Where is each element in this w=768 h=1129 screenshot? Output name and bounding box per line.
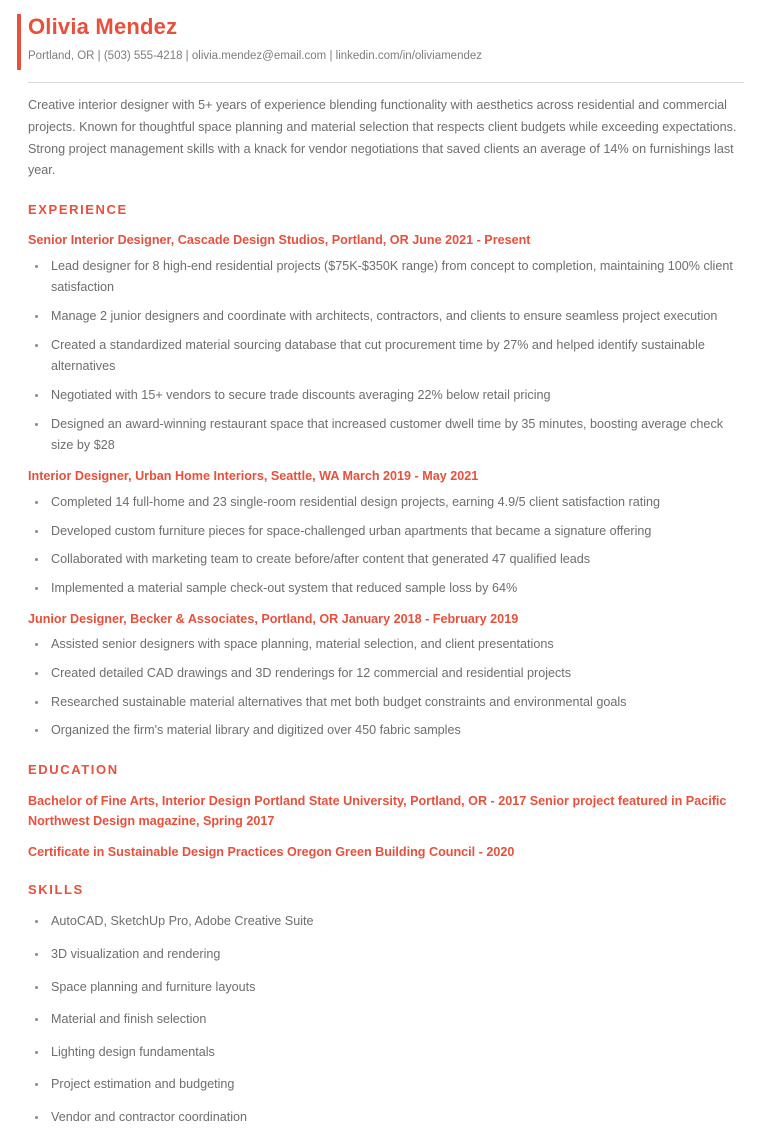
bullet-item: Created detailed CAD drawings and 3D renderings for 12 commercial and residential projects — [28, 663, 744, 685]
section-title-education: EDUCATION — [28, 762, 119, 778]
contact-info-line: Portland, OR | (503) 555-4218 | olivia.mendez@email.com | linkedin.com/in/oliviamendez — [28, 50, 483, 63]
experience-entry-heading: Interior Designer, Urban Home Interiors, Seattle, WA March 2019 - May 2021 — [28, 469, 479, 483]
bullet-item: Researched sustainable material alternatives that met both budget constraints and environmental goals — [28, 692, 744, 714]
header-divider — [28, 82, 744, 83]
section-experience — [28, 202, 744, 742]
section-title-experience: EXPERIENCE — [28, 201, 128, 217]
skill-item: Lighting design fundamentals — [28, 1042, 744, 1064]
skill-item: Material and finish selection — [28, 1009, 744, 1031]
resume-header — [28, 0, 744, 72]
skill-item: Project estimation and budgeting — [28, 1074, 744, 1096]
skills-list — [28, 911, 744, 1129]
experience-bullet-list — [28, 256, 744, 457]
bullet-item: Completed 14 full-home and 23 single-room residential design projects, earning 4.9/5 client satisfaction rating — [28, 492, 744, 514]
education-entry: Certificate in Sustainable Design Practices Oregon Green Building Council - 2020 — [28, 844, 515, 859]
skill-item: Space planning and furniture layouts — [28, 977, 744, 999]
bullet-item: Collaborated with marketing team to create before/after content that generated 47 qualified leads — [28, 549, 744, 571]
candidate-name: Olivia Mendez — [28, 14, 178, 39]
bullet-item: Designed an award-winning restaurant space that increased customer dwell time by 35 minutes, boosting average check size by $28 — [28, 414, 744, 457]
bullet-item: Created a standardized material sourcing database that cut procurement time by 27% and helped identify sustainable alternatives — [28, 335, 744, 378]
section-skills — [28, 882, 744, 1129]
skill-item: Vendor and contractor coordination — [28, 1107, 744, 1129]
education-entry: Bachelor of Fine Arts, Interior Design Portland State University, Portland, OR - 2017 Senior project featured in Pacific Northwest Design magazine, Spring 2017 — [28, 794, 727, 829]
experience-entry-heading: Senior Interior Designer, Cascade Design Studios, Portland, OR June 2021 - Present — [28, 232, 531, 247]
experience-entry — [28, 467, 744, 600]
experience-entry — [28, 231, 744, 457]
skill-item: 3D visualization and rendering — [28, 944, 744, 966]
bullet-item: Implemented a material sample check-out system that reduced sample loss by 64% — [28, 578, 744, 600]
bullet-item: Manage 2 junior designers and coordinate with architects, contractors, and clients to ensure seamless project execution — [28, 306, 744, 328]
experience-entry-heading: Junior Designer, Becker & Associates, Portland, OR January 2018 - February 2019 — [28, 611, 519, 626]
bullet-item: Negotiated with 15+ vendors to secure trade discounts averaging 22% below retail pricing — [28, 385, 744, 407]
skill-item: AutoCAD, SketchUp Pro, Adobe Creative Suite — [28, 911, 744, 933]
experience-bullet-list — [28, 634, 744, 742]
experience-bullet-list — [28, 492, 744, 600]
bullet-item: Lead designer for 8 high-end residential projects ($75K-$350K range) from concept to completion, maintaining 100% client satisfaction — [28, 256, 744, 299]
bullet-item: Assisted senior designers with space planning, material selection, and client presentations — [28, 634, 744, 656]
bullet-item: Organized the firm's material library and digitized over 450 fabric samples — [28, 720, 744, 742]
bullet-item: Developed custom furniture pieces for space-challenged urban apartments that became a signature offering — [28, 521, 744, 543]
professional-summary: Creative interior designer with 5+ years of experience blending functionality with aesthetics across residential and commercial projects. Known for thoughtful space planning and material selection that respects client budgets while exceeding expectations. Strong project management skills with a knack for vendor negotiations that saved clients an average of 14% on furnishings last year. — [28, 98, 737, 178]
section-education — [28, 762, 744, 862]
section-title-skills: SKILLS — [28, 882, 84, 898]
accent-bar-decoration — [17, 14, 21, 70]
experience-entry — [28, 610, 744, 743]
